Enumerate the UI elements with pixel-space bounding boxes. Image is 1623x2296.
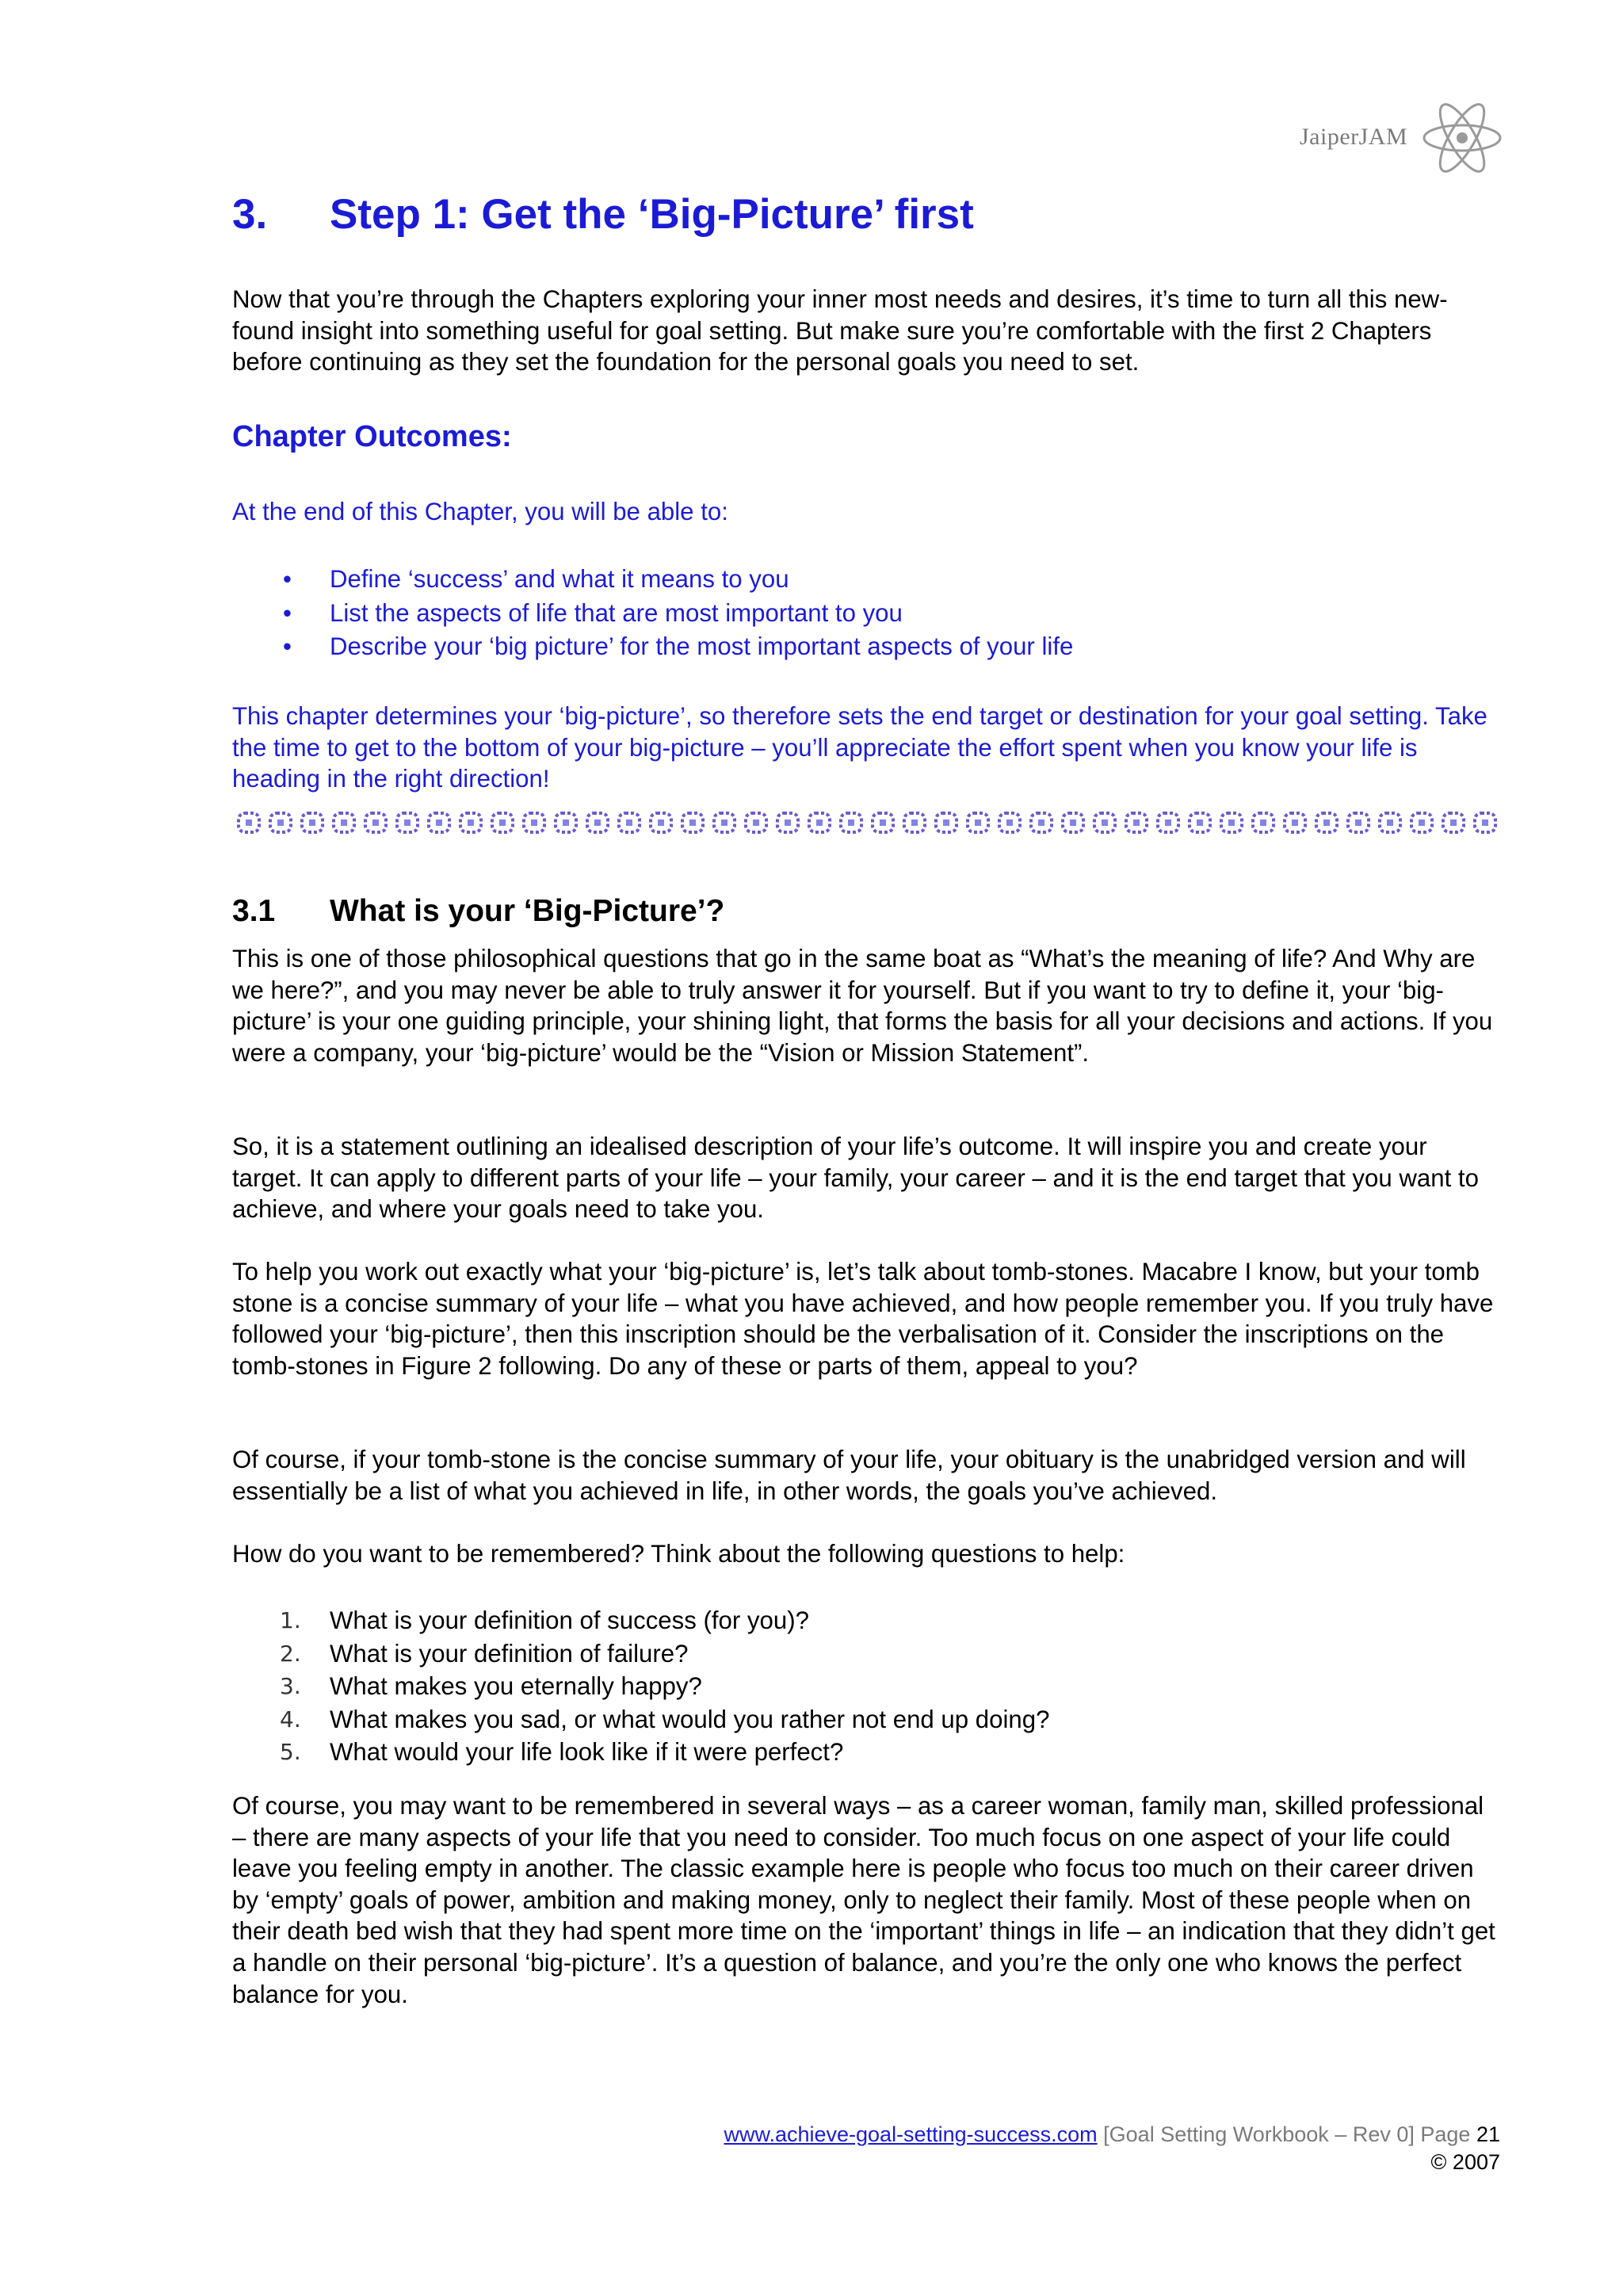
divider-ornament: [651, 813, 671, 832]
divider-ornament: [619, 813, 640, 832]
divider-ornament: [968, 813, 988, 832]
list-number: 2.: [280, 1640, 301, 1667]
page-number: 21: [1476, 2122, 1500, 2146]
section-title: What is your ‘Big-Picture’?: [330, 894, 725, 928]
outcome-text: Describe your ‘big picture’ for the most important aspects of your life: [330, 632, 1074, 660]
list-number: 5.: [280, 1739, 301, 1765]
divider-ornament: [936, 813, 957, 832]
section-paragraph: To help you work out exactly what your ‘big-picture’ is, let’s talk about tomb-stones. Macabre I know, but your tomb stone is a concise summary of your life – what you have achieved, and how people remember you. If you truly have followed your ‘big-picture’, then this inscription should be the verbalisation of it. Consider the inscriptions on the tomb-stones in Figure 2 following. Do any of these or parts of them, appeal to you?: [232, 1258, 1494, 1380]
decorative-divider: [232, 807, 1500, 839]
question-text: What makes you sad, or what would you rather not end up doing?: [330, 1705, 1050, 1733]
section-paragraph: Of course, if your tomb-stone is the concise summary of your life, your obituary is the unabridged version and will essentially be a list of what you achieved in life, in other words, the goals you’ve achieved.: [232, 1446, 1466, 1505]
divider-ornament: [524, 813, 544, 832]
divider-ornament: [714, 813, 735, 832]
divider-ornament: [365, 813, 386, 832]
divider-ornament: [1031, 813, 1052, 832]
copyright: © 2007: [1430, 2150, 1500, 2174]
list-item: [232, 1736, 1500, 1769]
divider-ornament: [302, 813, 323, 832]
divider-ornament: [1411, 813, 1432, 832]
section-paragraph: So, it is a statement outlining an idealised description of your life’s outcome. It will inspire you and create your target. It can apply to different parts of your life – your family, your career – and it is the end target that you want to achieve, and where your goals need to take you.: [232, 1133, 1479, 1224]
questions-list: [232, 1604, 1500, 1769]
outcome-text: Define ‘success’ and what it means to you: [330, 565, 789, 593]
divider-ornament: [1126, 813, 1147, 832]
outcome-text: List the aspects of life that are most important to you: [330, 598, 903, 627]
divider-ornament: [556, 813, 576, 832]
divider-ornament: [460, 813, 481, 832]
page-label: Page: [1420, 2122, 1471, 2146]
divider-ornament: [904, 813, 925, 832]
list-number: 1.: [280, 1607, 301, 1633]
divider-ornament: [1253, 813, 1274, 832]
divider-ornament: [746, 813, 766, 832]
list-number: 4.: [280, 1706, 301, 1733]
divider-ornament: [1094, 813, 1115, 832]
logo-text: JaiperJAM: [1300, 124, 1408, 150]
section-heading: [232, 894, 724, 929]
question-text: What makes you eternally happy?: [330, 1672, 702, 1700]
atom-icon: [1419, 101, 1506, 178]
list-item: [232, 1604, 1500, 1637]
divider-ornament: [587, 813, 608, 832]
divider-ornament: [1063, 813, 1083, 832]
divider-ornament: [841, 813, 861, 832]
bullet-icon: •: [283, 565, 292, 593]
list-item: [232, 1637, 1500, 1671]
outcomes-list: [232, 563, 1500, 664]
divider-ornament: [1190, 813, 1210, 832]
divider-ornament: [1380, 813, 1400, 832]
divider-ornament: [777, 813, 798, 832]
divider-ornament: [809, 813, 830, 832]
divider-ornament: [1348, 813, 1369, 832]
brand-logo: [1300, 101, 1514, 178]
outcomes-summary: This chapter determines your ‘big-picture’, so therefore sets the end target or destination for your goal setting. Take the time to get to the bottom of your big-picture – you’ll appreciate the effort spent when you know your life is heading in the right direction!: [232, 702, 1487, 793]
list-number: 3.: [280, 1673, 301, 1699]
divider-ornament: [270, 813, 291, 832]
list-item: [232, 1670, 1500, 1703]
section-closing: Of course, you may want to be remembered in several ways – as a career woman, family man, skilled professional – there are many aspects of your life that you need to consider. Too much focus on one aspect of your life could leave you feeling empty in another. The classic example here is people who focus too much on their career driven by ‘empty’ goals of power, ambition and making money, only to neglect their family. Most of these people when on their death bed wish that they had spent more time on the ‘important’ things in life – an indication that they didn’t get a handle on their personal ‘big-picture’. It’s a question of balance, and you’re the only one who knows the perfect balance for you.: [232, 1792, 1495, 2008]
question-text: What is your definition of success (for you)?: [330, 1606, 809, 1634]
outcomes-heading: Chapter Outcomes:: [232, 420, 512, 453]
list-item: [232, 630, 1500, 664]
divider-ornament: [1475, 813, 1495, 832]
divider-ornament: [397, 813, 418, 832]
footer-doc-title: [Goal Setting Workbook – Rev 0]: [1103, 2122, 1415, 2146]
page-footer: [724, 2121, 1500, 2176]
list-item: [232, 597, 1500, 631]
footer-line: [724, 2121, 1500, 2149]
divider-ornament: [1285, 813, 1305, 832]
list-item: [232, 563, 1500, 597]
bullet-icon: •: [283, 598, 292, 627]
website-link[interactable]: www.achieve-goal-setting-success.com: [724, 2122, 1098, 2146]
chapter-number: 3.: [232, 191, 268, 238]
question-text: What is your definition of failure?: [330, 1639, 689, 1668]
chapter-heading: [232, 190, 974, 239]
outcomes-lead: At the end of this Chapter, you will be able to:: [232, 498, 728, 525]
divider-ornament: [1158, 813, 1178, 832]
divider-ornament: [334, 813, 354, 832]
divider-ornament: [1316, 813, 1337, 832]
bullet-icon: •: [283, 632, 292, 660]
divider-ornament: [1221, 813, 1242, 832]
divider-ornament: [682, 813, 703, 832]
chapter-intro: Now that you’re through the Chapters exploring your inner most needs and desires, it’s time to turn all this new-found insight into something useful for goal setting. But make sure you’re comfortable with the first 2 Chapters before continuing as they set the foundation for the personal goals you need to set.: [232, 285, 1448, 376]
divider-ornament: [999, 813, 1020, 832]
divider-ornament: [873, 813, 893, 832]
divider-ornament: [239, 813, 259, 832]
chapter-title: Step 1: Get the ‘Big-Picture’ first: [330, 191, 974, 238]
section-number: 3.1: [232, 894, 276, 928]
section-paragraph: How do you want to be remembered? Think about the following questions to help:: [232, 1540, 1125, 1568]
divider-ornament: [492, 813, 513, 832]
divider-ornament: [1443, 813, 1464, 832]
section-paragraph: This is one of those philosophical questions that go in the same boat as “What’s the meaning of life? And Why are we here?”, and you may never be able to truly answer it for yourself. But if you want to try to define it, your ‘big-picture’ is your one guiding principle, your shining light, that forms the basis for all your decisions and actions. If you were a company, your ‘big-picture’ would be the “Vision or Mission Statement”.: [232, 945, 1493, 1067]
question-text: What would your life look like if it were perfect?: [330, 1738, 844, 1766]
list-item: [232, 1703, 1500, 1736]
divider-ornament: [429, 813, 449, 832]
